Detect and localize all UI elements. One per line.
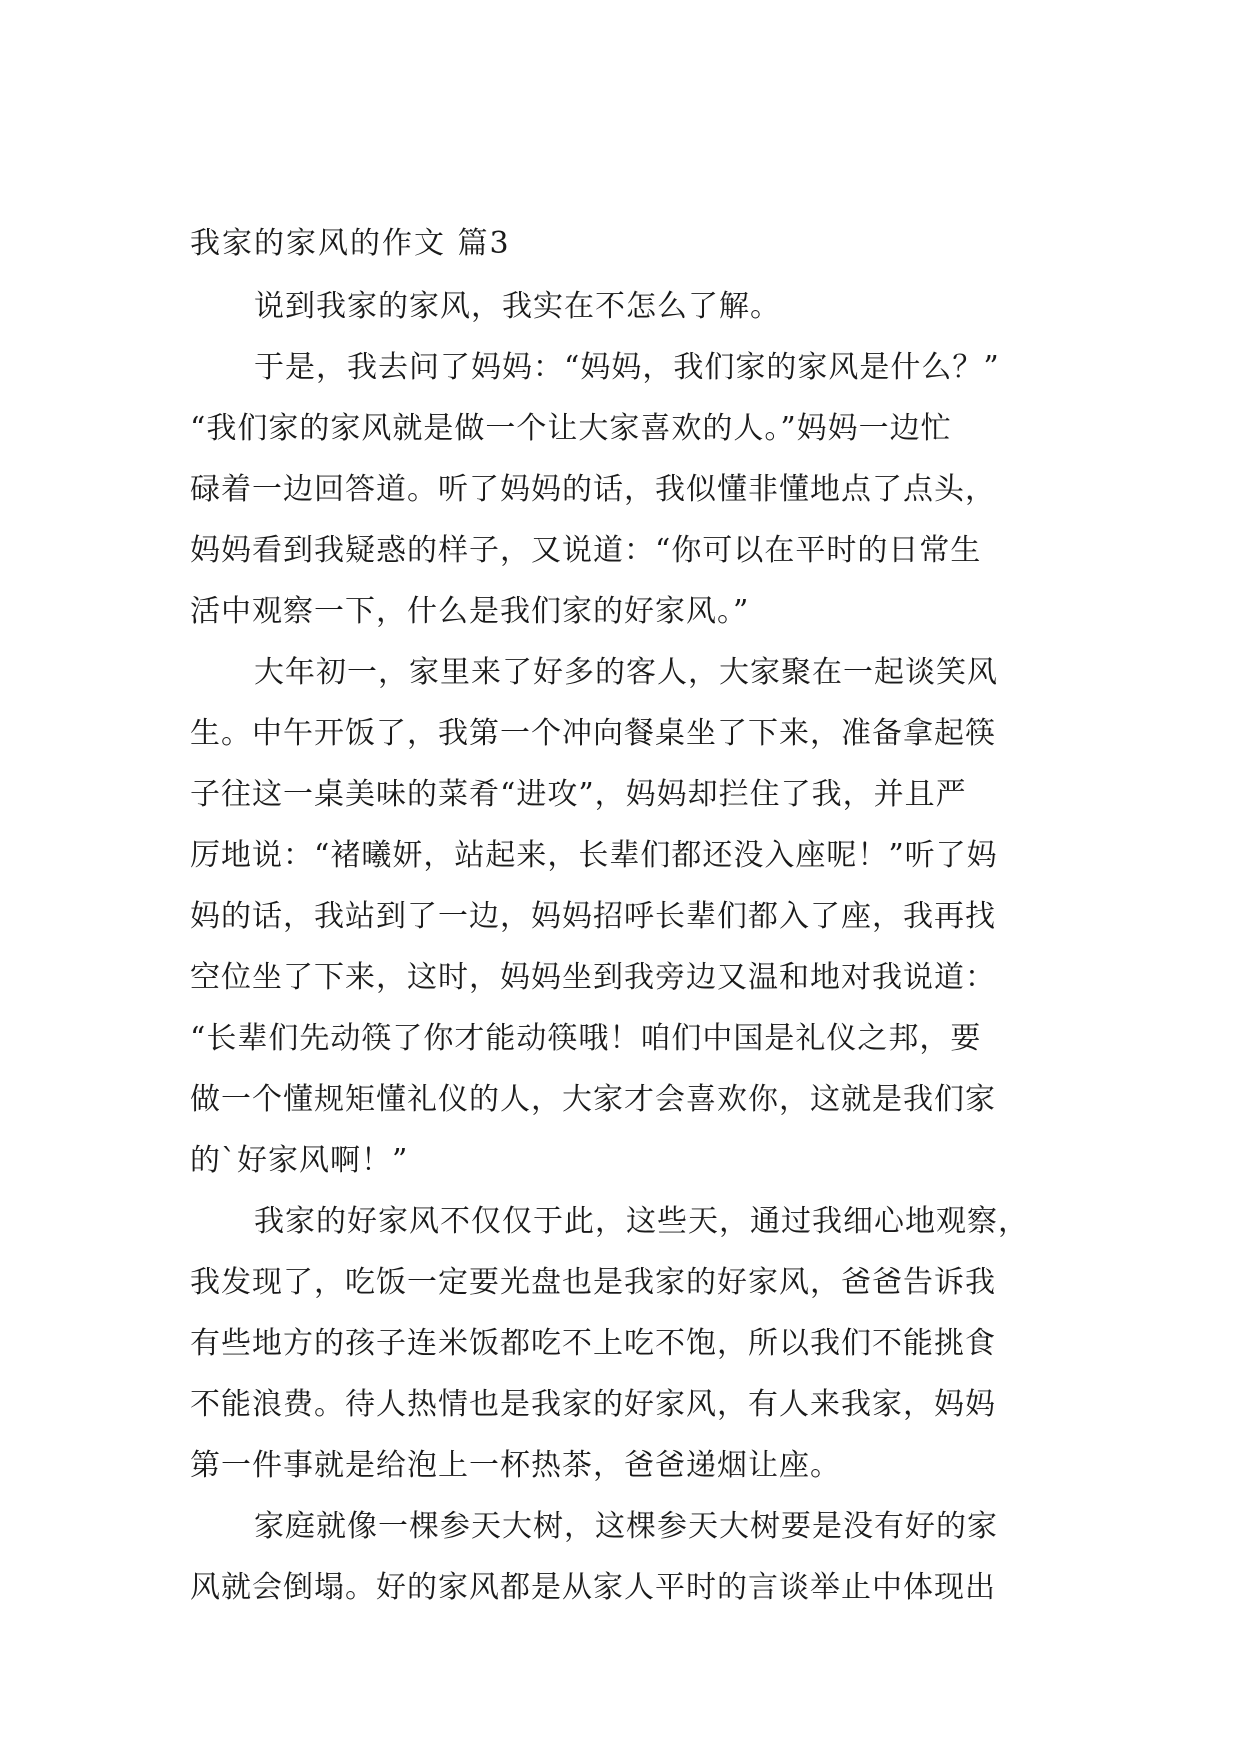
paragraph-line: 妈妈看到我疑惑的样子，又说道：“你可以在平时的日常生 [190,533,982,568]
paragraph-line: 我家的好家风不仅仅于此，这些天，通过我细心地观察， [254,1204,1029,1239]
paragraph-line: 厉地说：“褚曦妍，站起来，长辈们都还没入座呢！”听了妈 [190,838,998,873]
article-body [190,276,1050,1618]
paragraph-line: 子往这一桌美味的菜肴“进攻”，妈妈却拦住了我，并且严 [190,777,967,812]
paragraph-line: 的`好家风啊！” [190,1143,409,1178]
paragraph-line: 第一件事就是给泡上一杯热茶，爸爸递烟让座。 [190,1448,841,1483]
paragraph-line: 家庭就像一棵参天大树，这棵参天大树要是没有好的家 [254,1509,998,1544]
paragraph-line: 做一个懂规矩懂礼仪的人，大家才会喜欢你，这就是我们家 [190,1082,996,1117]
paragraph-line: “我们家的家风就是做一个让大家喜欢的人。”妈妈一边忙 [190,411,952,446]
paragraph-line: “长辈们先动筷了你才能动筷哦！咱们中国是礼仪之邦，要 [190,1021,982,1056]
paragraph-line: 我发现了，吃饭一定要光盘也是我家的好家风，爸爸告诉我 [190,1265,996,1300]
paragraph-line: 大年初一，家里来了好多的客人，大家聚在一起谈笑风 [254,655,998,690]
paragraph-line: 风就会倒塌。好的家风都是从家人平时的言谈举止中体现出 [190,1570,996,1605]
paragraph-line: 不能浪费。待人热情也是我家的好家风，有人来我家，妈妈 [190,1387,996,1422]
paragraph-line: 生。中午开饭了，我第一个冲向餐桌坐了下来，准备拿起筷 [190,716,996,751]
paragraph-line: 说到我家的家风，我实在不怎么了解。 [254,289,781,324]
paragraph-line: 有些地方的孩子连米饭都吃不上吃不饱，所以我们不能挑食 [190,1326,996,1361]
article-title: 我家的家风的作文 篇3 [190,226,511,261]
paragraph-line: 空位坐了下来，这时，妈妈坐到我旁边又温和地对我说道： [190,960,996,995]
paragraph-line: 活中观察一下，什么是我们家的好家风。” [190,594,750,629]
paragraph-line: 妈的话，我站到了一边，妈妈招呼长辈们都入了座，我再找 [190,899,996,934]
paragraph-line: 碌着一边回答道。听了妈妈的话，我似懂非懂地点了点头， [190,472,996,507]
paragraph-line: 于是，我去问了妈妈：“妈妈，我们家的家风是什么？” [254,350,1000,385]
